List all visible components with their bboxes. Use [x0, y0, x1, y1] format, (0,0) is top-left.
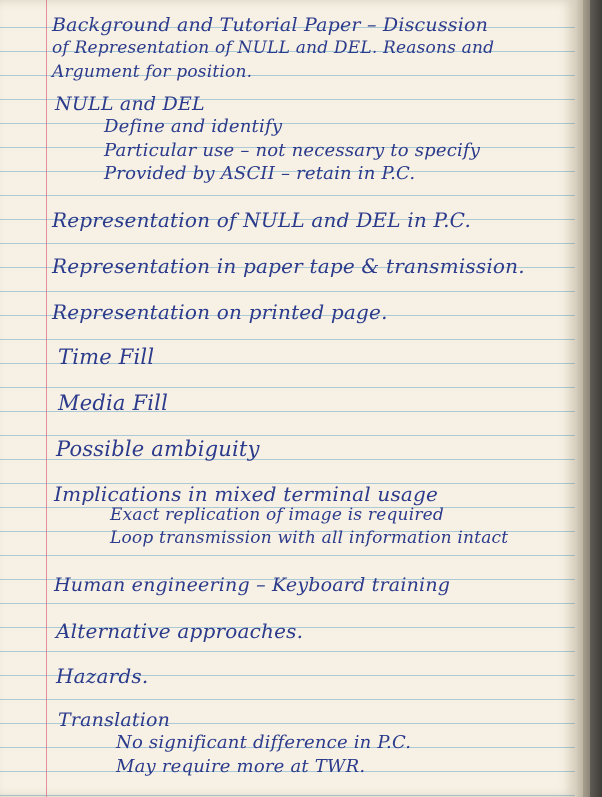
subtopic-loop-transmission: Loop transmission with all information intact — [110, 528, 509, 548]
heading-line-1: Background and Tutorial Paper – Discussion — [52, 14, 489, 36]
subtopic-particular-use: Particular use – not necessary to specify — [104, 140, 481, 161]
topic-representation-paper-tape: Representation in paper tape & transmission. — [52, 254, 525, 278]
topic-null-del: NULL and DEL — [55, 93, 205, 115]
margin-rule — [46, 0, 47, 797]
topic-alternative-approaches: Alternative approaches. — [56, 619, 304, 643]
topic-representation-pc: Representation of NULL and DEL in P.C. — [52, 208, 472, 232]
page-edge-stack-shadow — [583, 0, 590, 797]
heading-line-2: of Representation of NULL and DEL. Reasons and — [52, 38, 495, 58]
topic-human-engineering: Human engineering – Keyboard training — [54, 574, 451, 596]
subtopic-define: Define and identify — [104, 116, 283, 137]
topic-media-fill: Media Fill — [58, 391, 169, 415]
subtopic-provided-by-ascii: Provided by ASCII – retain in P.C. — [104, 163, 416, 184]
subtopic-may-require-more: May require more at TWR. — [116, 756, 366, 777]
topic-time-fill: Time Fill — [58, 345, 155, 369]
notebook-cover-edge — [590, 0, 602, 797]
page-edge-stack — [575, 0, 583, 797]
topic-implications: Implications in mixed terminal usage — [54, 482, 439, 506]
subtopic-exact-replication: Exact replication of image is required — [110, 505, 445, 525]
topic-representation-printed: Representation on printed page. — [52, 300, 388, 324]
heading-line-3: Argument for position. — [52, 62, 253, 82]
topic-translation: Translation — [58, 709, 171, 731]
subtopic-no-significant-difference: No significant difference in P.C. — [116, 732, 412, 753]
topic-hazards: Hazards. — [56, 664, 149, 688]
topic-possible-ambiguity: Possible ambiguity — [56, 437, 260, 461]
